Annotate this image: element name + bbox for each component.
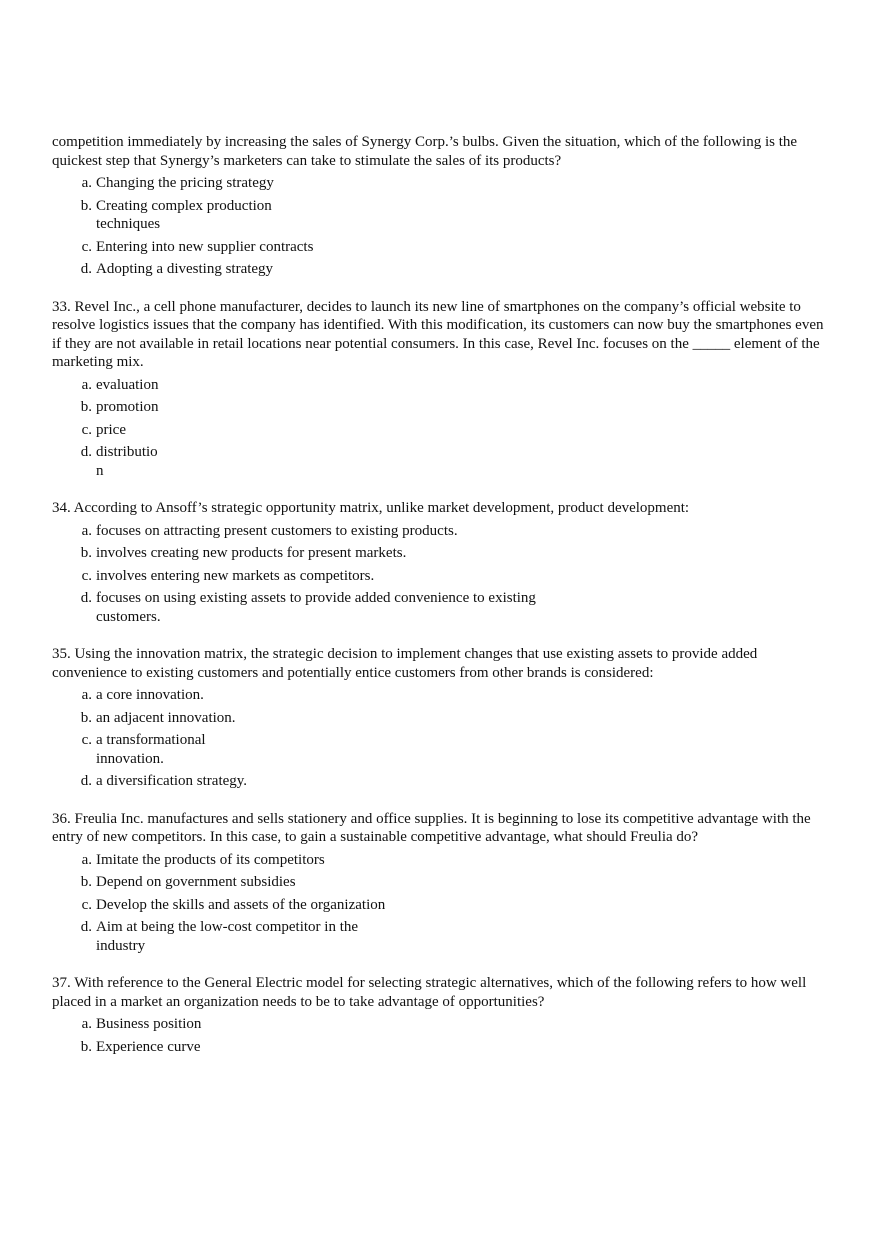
option-text: Business position [96, 1016, 202, 1032]
option-text: Experience curve [96, 1038, 201, 1055]
answer-option [52, 421, 832, 440]
option-text: distribution [96, 444, 158, 479]
option-letter: b. [80, 197, 92, 214]
option-letter: b. [80, 545, 92, 561]
option-text: evaluation [96, 376, 159, 393]
option-letter: a. [81, 851, 92, 868]
option-text: a transformational innovation. [96, 732, 206, 767]
question-stem: competition immediately by increasing the sales of Synergy Corp.’s bulbs. Given the situation, which of the following is the quickest step that Synergy’s marketers can take to stimulate the sales of its products? [52, 134, 798, 169]
option-text: Develop the skills and assets of the organization [96, 896, 386, 913]
option-letter: d. [80, 261, 92, 277]
answer-option [52, 238, 832, 257]
answer-option [52, 896, 832, 915]
question-36 [52, 810, 832, 956]
option-letter: a. [81, 522, 92, 539]
option-letter: b. [80, 874, 92, 890]
option-letter: c. [81, 732, 92, 748]
option-letter: d. [80, 919, 92, 935]
option-text: Depend on government subsidies [96, 874, 296, 890]
option-text: involves entering new markets as competitors. [96, 567, 375, 584]
option-text: Changing the pricing strategy [96, 175, 274, 191]
option-letter: d. [80, 773, 92, 789]
option-letter: a. [81, 376, 92, 393]
option-text: Imitate the products of its competitors [96, 851, 325, 868]
option-letter: a. [81, 687, 92, 703]
answer-option [52, 709, 832, 728]
question-37 [52, 974, 832, 1056]
option-letter: d. [80, 590, 92, 606]
option-letter: b. [80, 709, 92, 726]
answer-option [52, 174, 832, 193]
question-32-continued [52, 133, 832, 279]
answer-options [52, 174, 832, 279]
answer-option [52, 731, 832, 768]
answer-option [52, 197, 832, 234]
answer-option [52, 918, 832, 955]
answer-option [52, 443, 832, 480]
option-letter: c. [81, 567, 92, 584]
answer-option [52, 1015, 832, 1034]
option-letter: b. [80, 399, 92, 415]
option-text: Entering into new supplier contracts [96, 238, 314, 255]
answer-option [52, 589, 832, 626]
option-letter: a. [81, 175, 92, 191]
option-text: promotion [96, 399, 159, 415]
answer-option [52, 1038, 832, 1057]
option-text: Adopting a divesting strategy [96, 261, 274, 277]
option-letter: a. [81, 1016, 92, 1032]
option-text: an adjacent innovation. [96, 709, 236, 726]
option-text: focuses on attracting present customers to existing products. [96, 522, 458, 539]
option-letter: c. [81, 896, 92, 913]
answer-option [52, 544, 832, 563]
answer-option [52, 686, 832, 705]
answer-options [52, 522, 832, 627]
question-34 [52, 499, 832, 626]
answer-options [52, 851, 832, 956]
option-text: a diversification strategy. [96, 773, 248, 789]
answer-options [52, 376, 832, 481]
document-page [52, 133, 832, 1075]
option-text: focuses on using existing assets to provide added convenience to existing customers. [96, 590, 536, 625]
question-stem: 34. According to Ansoff’s strategic opportunity matrix, unlike market development, product development: [52, 500, 690, 516]
answer-options [52, 1015, 832, 1056]
question-stem: 33. Revel Inc., a cell phone manufacturer, decides to launch its new line of smartphones on the company’s official website to resolve logistics issues that the company has identified. With this modification, its customers can now buy the smartphones even if they are not available in retail locations near potential consumers. In this case, Revel Inc. focuses on the _____ element of the marketing mix. [52, 298, 824, 370]
question-33 [52, 298, 832, 481]
question-stem: 36. Freulia Inc. manufactures and sells stationery and office supplies. It is beginning to lose its competitive advantage with the entry of new competitors. In this case, to gain a sustainable competitive advantage, what should Freulia do? [52, 810, 811, 845]
option-letter: c. [81, 421, 92, 438]
answer-option [52, 772, 832, 791]
answer-option [52, 398, 832, 417]
answer-option [52, 567, 832, 586]
answer-options [52, 686, 832, 791]
option-text: Creating complex production techniques [96, 197, 272, 232]
question-stem: 35. Using the innovation matrix, the strategic decision to implement changes that use existing assets to provide added convenience to existing customers and potentially entice customers from other brands is considered: [52, 646, 758, 681]
option-text: involves creating new products for present markets. [96, 545, 407, 561]
answer-option [52, 376, 832, 395]
option-text: a core innovation. [96, 687, 204, 703]
option-letter: c. [81, 238, 92, 255]
answer-option [52, 873, 832, 892]
question-35 [52, 645, 832, 791]
option-text: Aim at being the low-cost competitor in the industry [96, 919, 359, 954]
answer-option [52, 851, 832, 870]
option-text: price [96, 421, 126, 438]
answer-option [52, 522, 832, 541]
option-letter: d. [80, 444, 92, 460]
question-stem: 37. With reference to the General Electric model for selecting strategic alternatives, which of the following refers to how well placed in a market an organization needs to be to take advantage of opportunities? [52, 975, 807, 1010]
option-letter: b. [80, 1038, 92, 1055]
answer-option [52, 260, 832, 279]
